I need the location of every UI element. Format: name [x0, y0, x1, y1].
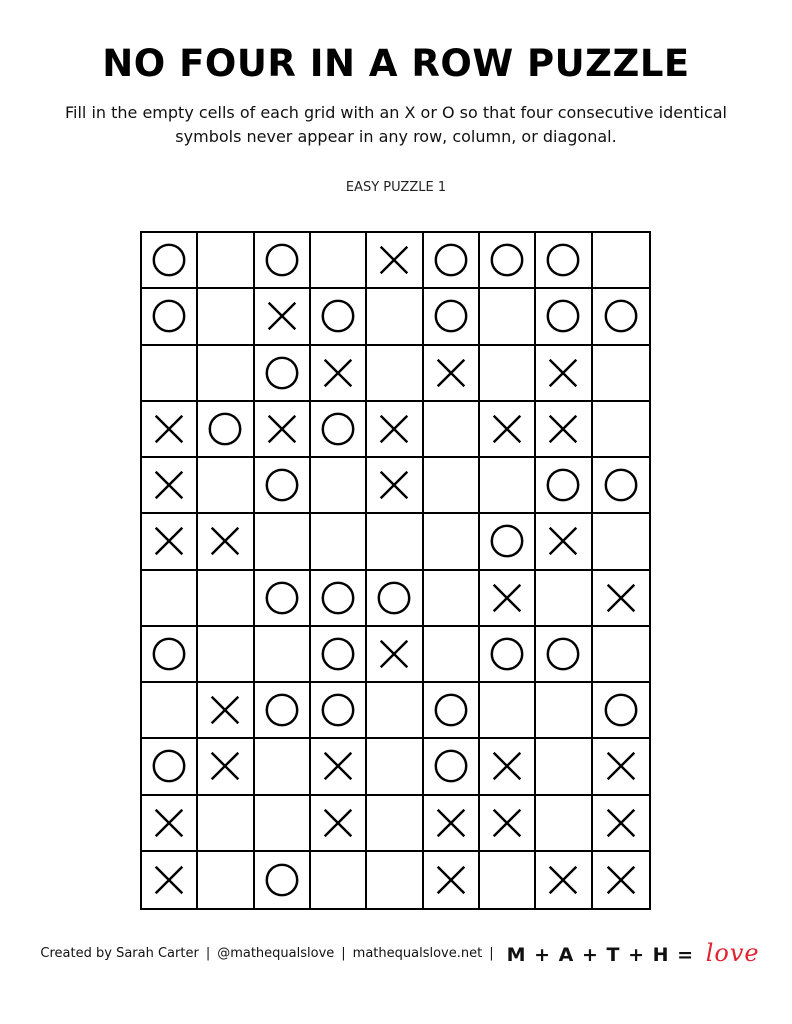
x-mark-icon [263, 297, 301, 335]
brand-love-text: love [705, 939, 760, 967]
puzzle-cell-empty[interactable] [367, 289, 423, 345]
puzzle-cell-empty[interactable] [424, 402, 480, 458]
puzzle-cell-empty[interactable] [198, 233, 254, 289]
puzzle-cell-empty[interactable] [593, 514, 649, 570]
circle-icon [602, 691, 640, 729]
puzzle-cell-filled [367, 402, 423, 458]
footer-website: mathequalslove.net [352, 945, 483, 961]
puzzle-cell-empty[interactable] [367, 852, 423, 908]
puzzle-cell-empty[interactable] [424, 458, 480, 514]
puzzle-grid [140, 231, 651, 910]
puzzle-cell-empty[interactable] [367, 739, 423, 795]
puzzle-cell-filled [593, 571, 649, 627]
puzzle-cell-empty[interactable] [593, 346, 649, 402]
puzzle-cell-filled [593, 796, 649, 852]
circle-icon [319, 579, 357, 617]
puzzle-cell-filled [255, 571, 311, 627]
puzzle-cell-filled [480, 514, 536, 570]
puzzle-cell-filled [536, 852, 592, 908]
circle-icon [263, 861, 301, 899]
puzzle-cell-filled [198, 514, 254, 570]
circle-icon [150, 241, 188, 279]
circle-icon [432, 691, 470, 729]
puzzle-cell-filled [198, 739, 254, 795]
puzzle-cell-filled [311, 627, 367, 683]
puzzle-cell-filled [142, 796, 198, 852]
puzzle-cell-empty[interactable] [367, 683, 423, 739]
puzzle-cell-filled [311, 571, 367, 627]
puzzle-cell-empty[interactable] [198, 571, 254, 627]
puzzle-cell-empty[interactable] [198, 796, 254, 852]
puzzle-subtitle: EASY PUZZLE 1 [345, 180, 447, 195]
puzzle-cell-empty[interactable] [142, 683, 198, 739]
x-mark-icon [488, 579, 526, 617]
x-mark-icon [432, 861, 470, 899]
puzzle-cell-empty[interactable] [142, 346, 198, 402]
puzzle-cell-filled [593, 683, 649, 739]
x-mark-icon [544, 410, 582, 448]
puzzle-cell-filled [311, 739, 367, 795]
puzzle-cell-filled [480, 739, 536, 795]
circle-icon [432, 297, 470, 335]
puzzle-cell-filled [424, 289, 480, 345]
puzzle-cell-filled [255, 683, 311, 739]
puzzle-cell-empty[interactable] [311, 514, 367, 570]
puzzle-cell-filled [536, 289, 592, 345]
footer-credit: Created by Sarah Carter [40, 945, 199, 961]
puzzle-cell-empty[interactable] [536, 571, 592, 627]
puzzle-cell-filled [255, 346, 311, 402]
puzzle-cell-filled [480, 796, 536, 852]
x-mark-icon [488, 410, 526, 448]
puzzle-cell-filled [142, 514, 198, 570]
x-mark-icon [488, 747, 526, 785]
circle-icon [319, 410, 357, 448]
puzzle-cell-empty[interactable] [424, 627, 480, 683]
puzzle-cell-filled [593, 852, 649, 908]
puzzle-cell-filled [311, 796, 367, 852]
puzzle-cell-filled [593, 458, 649, 514]
puzzle-cell-empty[interactable] [311, 233, 367, 289]
circle-icon [488, 241, 526, 279]
puzzle-cell-filled [142, 458, 198, 514]
x-mark-icon [544, 861, 582, 899]
x-mark-icon [206, 691, 244, 729]
puzzle-cell-empty[interactable] [367, 514, 423, 570]
puzzle-cell-empty[interactable] [593, 627, 649, 683]
puzzle-cell-empty[interactable] [536, 683, 592, 739]
puzzle-cell-filled [424, 683, 480, 739]
puzzle-cell-empty[interactable] [424, 514, 480, 570]
circle-icon [263, 241, 301, 279]
circle-icon [263, 691, 301, 729]
circle-icon [488, 635, 526, 673]
circle-icon [150, 297, 188, 335]
x-mark-icon [206, 522, 244, 560]
footer-handle: @mathequalslove [217, 945, 335, 961]
puzzle-cell-empty[interactable] [255, 796, 311, 852]
page-title: NO FOUR IN A ROW PUZZLE [102, 42, 690, 85]
brand-math-text: M + A + T + H = [506, 944, 695, 966]
footer [40, 938, 760, 968]
puzzle-cell-filled [424, 852, 480, 908]
puzzle-cell-filled [367, 458, 423, 514]
circle-icon [150, 747, 188, 785]
x-mark-icon [432, 804, 470, 842]
circle-icon [544, 466, 582, 504]
x-mark-icon [544, 354, 582, 392]
puzzle-cell-empty[interactable] [255, 514, 311, 570]
puzzle-cell-filled [480, 233, 536, 289]
x-mark-icon [375, 241, 413, 279]
footer-separator: | [341, 945, 346, 961]
circle-icon [488, 522, 526, 560]
puzzle-cell-filled [367, 571, 423, 627]
puzzle-cell-filled [198, 683, 254, 739]
puzzle-cell-filled [142, 233, 198, 289]
x-mark-icon [150, 861, 188, 899]
puzzle-cell-filled [424, 233, 480, 289]
puzzle-cell-empty[interactable] [367, 796, 423, 852]
circle-icon [263, 354, 301, 392]
puzzle-cell-filled [536, 233, 592, 289]
puzzle-cell-filled [536, 514, 592, 570]
puzzle-cell-filled [367, 233, 423, 289]
x-mark-icon [319, 804, 357, 842]
puzzle-cell-filled [480, 627, 536, 683]
puzzle-cell-empty[interactable] [480, 289, 536, 345]
puzzle-cell-filled [142, 402, 198, 458]
puzzle-cell-empty[interactable] [536, 739, 592, 795]
circle-icon [206, 410, 244, 448]
circle-icon [544, 241, 582, 279]
puzzle-cell-empty[interactable] [424, 571, 480, 627]
x-mark-icon [150, 804, 188, 842]
puzzle-cell-empty[interactable] [367, 346, 423, 402]
puzzle-cell-filled [311, 346, 367, 402]
x-mark-icon [602, 747, 640, 785]
x-mark-icon [602, 804, 640, 842]
puzzle-cell-filled [424, 796, 480, 852]
x-mark-icon [602, 861, 640, 899]
puzzle-cell-empty[interactable] [255, 739, 311, 795]
circle-icon [319, 691, 357, 729]
x-mark-icon [375, 410, 413, 448]
puzzle-cell-empty[interactable] [593, 402, 649, 458]
puzzle-cell-empty[interactable] [480, 683, 536, 739]
puzzle-cell-filled [424, 739, 480, 795]
x-mark-icon [432, 354, 470, 392]
puzzle-cell-empty[interactable] [311, 458, 367, 514]
puzzle-cell-filled [536, 627, 592, 683]
puzzle-cell-filled [480, 571, 536, 627]
puzzle-cell-filled [255, 233, 311, 289]
puzzle-cell-empty[interactable] [536, 796, 592, 852]
puzzle-cell-filled [142, 627, 198, 683]
puzzle-cell-filled [424, 346, 480, 402]
x-mark-icon [150, 522, 188, 560]
circle-icon [602, 297, 640, 335]
circle-icon [432, 241, 470, 279]
puzzle-cell-filled [198, 402, 254, 458]
circle-icon [263, 579, 301, 617]
puzzle-cell-filled [536, 458, 592, 514]
brand-logo [507, 939, 760, 967]
x-mark-icon [319, 747, 357, 785]
x-mark-icon [263, 410, 301, 448]
circle-icon [602, 466, 640, 504]
puzzle-cell-empty[interactable] [480, 852, 536, 908]
puzzle-cell-empty[interactable] [198, 627, 254, 683]
puzzle-cell-empty[interactable] [255, 627, 311, 683]
circle-icon [263, 466, 301, 504]
circle-icon [544, 635, 582, 673]
puzzle-cell-empty[interactable] [593, 233, 649, 289]
puzzle-cell-empty[interactable] [198, 852, 254, 908]
puzzle-cell-filled [311, 289, 367, 345]
circle-icon [544, 297, 582, 335]
puzzle-cell-filled [142, 289, 198, 345]
puzzle-cell-empty[interactable] [142, 571, 198, 627]
footer-separator: | [205, 945, 211, 961]
puzzle-cell-empty[interactable] [311, 852, 367, 908]
puzzle-cell-filled [536, 346, 592, 402]
puzzle-cell-filled [311, 402, 367, 458]
x-mark-icon [319, 354, 357, 392]
footer-separator: | [489, 945, 494, 961]
circle-icon [375, 579, 413, 617]
puzzle-cell-empty[interactable] [480, 346, 536, 402]
puzzle-cell-empty[interactable] [198, 289, 254, 345]
puzzle-cell-filled [480, 402, 536, 458]
x-mark-icon [602, 579, 640, 617]
instructions-text: Fill in the empty cells of each grid with an X or O so that four consecutive identical symbols never appear in any row, column, or diagonal. [64, 103, 727, 146]
x-mark-icon [150, 466, 188, 504]
puzzle-cell-filled [255, 852, 311, 908]
circle-icon [319, 297, 357, 335]
puzzle-cell-filled [536, 402, 592, 458]
puzzle-cell-filled [311, 683, 367, 739]
puzzle-cell-empty[interactable] [198, 346, 254, 402]
puzzle-cell-filled [367, 627, 423, 683]
puzzle-cell-filled [142, 852, 198, 908]
x-mark-icon [206, 747, 244, 785]
puzzle-cell-filled [593, 739, 649, 795]
x-mark-icon [375, 466, 413, 504]
x-mark-icon [544, 522, 582, 560]
puzzle-cell-filled [255, 458, 311, 514]
puzzle-cell-empty[interactable] [198, 458, 254, 514]
x-mark-icon [150, 410, 188, 448]
puzzle-cell-filled [255, 402, 311, 458]
circle-icon [432, 747, 470, 785]
circle-icon [319, 635, 357, 673]
x-mark-icon [375, 635, 413, 673]
puzzle-cell-filled [255, 289, 311, 345]
puzzle-cell-filled [142, 739, 198, 795]
x-mark-icon [488, 804, 526, 842]
puzzle-cell-empty[interactable] [480, 458, 536, 514]
circle-icon [150, 635, 188, 673]
puzzle-cell-filled [593, 289, 649, 345]
